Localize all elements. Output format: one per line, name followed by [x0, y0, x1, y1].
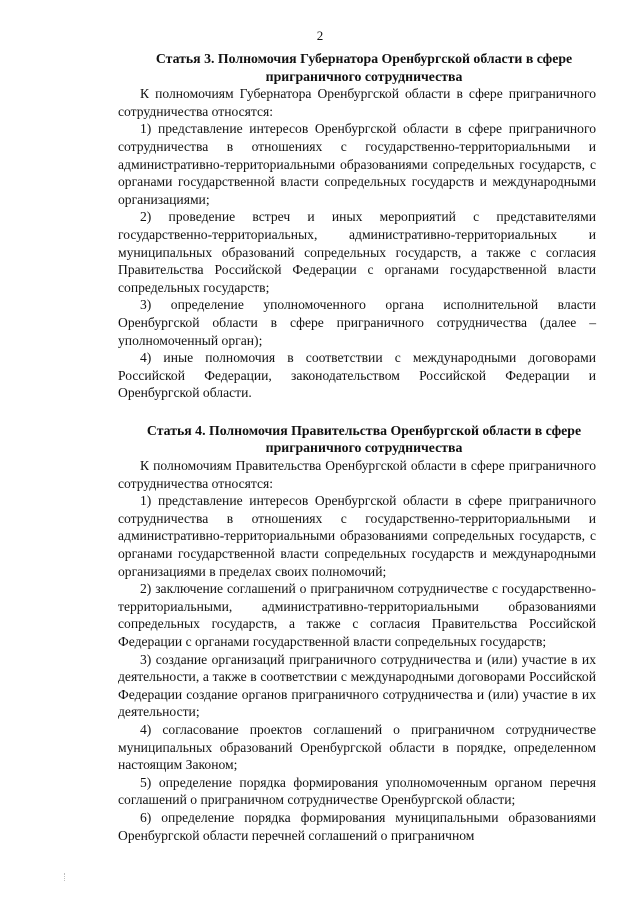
article-3 — [118, 50, 596, 402]
article-4-paragraph-1: 1) представление интересов Оренбургской области в сфере приграничного сотрудничества в отношениях с государственно-территориальными и административно-территориальными образованиями сопредельных государств, с органами государственной власти сопредельных государств и международными организациями в пределах своих полномочий; — [118, 493, 596, 579]
section-spacer — [118, 402, 596, 422]
article-4 — [118, 422, 596, 844]
article-4-paragraph-5: 5) определение порядка формирования уполномоченным органом перечня соглашений о приграничном сотрудничестве Оренбургской области; — [118, 774, 596, 808]
scan-artifact — [64, 873, 69, 881]
article-4-paragraph-6: 6) определение порядка формирования муниципальными образованиями Оренбургской области перечней соглашений о приграничном — [118, 809, 596, 843]
document-body — [118, 50, 596, 844]
article-3-paragraph-1: 1) представление интересов Оренбургской области в сфере приграничного сотрудничества в отношениях с государственно-территориальными и административно-территориальными образованиями сопредельных государств, с органами государственной власти сопредельных государств и международными организациями; — [118, 121, 596, 207]
article-4-paragraph-2: 2) заключение соглашений о приграничном сотрудничестве с государственно-территориальными, административно-территориальными образованиями сопредельных государств, а также с согласия Правительства Российской Федерации с органами государственной власти сопредельных государств; — [118, 581, 596, 649]
article-3-heading: Статья 3. Полномочия Губернатора Оренбургской области в сфере приграничного сотрудничества — [155, 51, 573, 84]
article-4-paragraph-intro: К полномочиям Правительства Оренбургской области в сфере приграничного сотрудничества относятся: — [118, 458, 596, 491]
article-4-paragraph-4: 4) согласование проектов соглашений о приграничном сотрудничестве муниципальных образований Оренбургской области в порядке, определенном настоящим Законом; — [118, 721, 596, 773]
article-3-paragraph-2: 2) проведение встреч и иных мероприятий с представителями государственно-территориальных, административно-территориальных и муниципальных образований сопредельных государств, а также с согласия Правительства Российской Федерации с органами государственной власти сопредельных государств; — [118, 209, 596, 295]
page-number: 2 — [316, 28, 324, 43]
article-4-paragraph-3: 3) создание организаций приграничного сотрудничества и (или) участие в их деятельности, а также в соответствии с международными договорами Российской Федерации создание органов приграничного сотрудничества и (или) участие в их деятельности; — [118, 651, 596, 720]
article-3-paragraph-intro: К полномочиям Губернатора Оренбургской области в сфере приграничного сотрудничества относятся: — [118, 86, 596, 119]
article-4-heading: Статья 4. Полномочия Правительства Оренбургской области в сфере приграничного сотрудничества — [146, 422, 582, 456]
article-3-paragraph-3: 3) определение уполномоченного органа исполнительной власти Оренбургской области в сфере приграничного сотрудничества (далее – уполномоченный орган); — [118, 297, 596, 348]
article-3-paragraph-4: 4) иные полномочия в соответствии с международными договорами Российской Федерации, законодательством Российской Федерации и Оренбургской области. — [118, 350, 596, 401]
